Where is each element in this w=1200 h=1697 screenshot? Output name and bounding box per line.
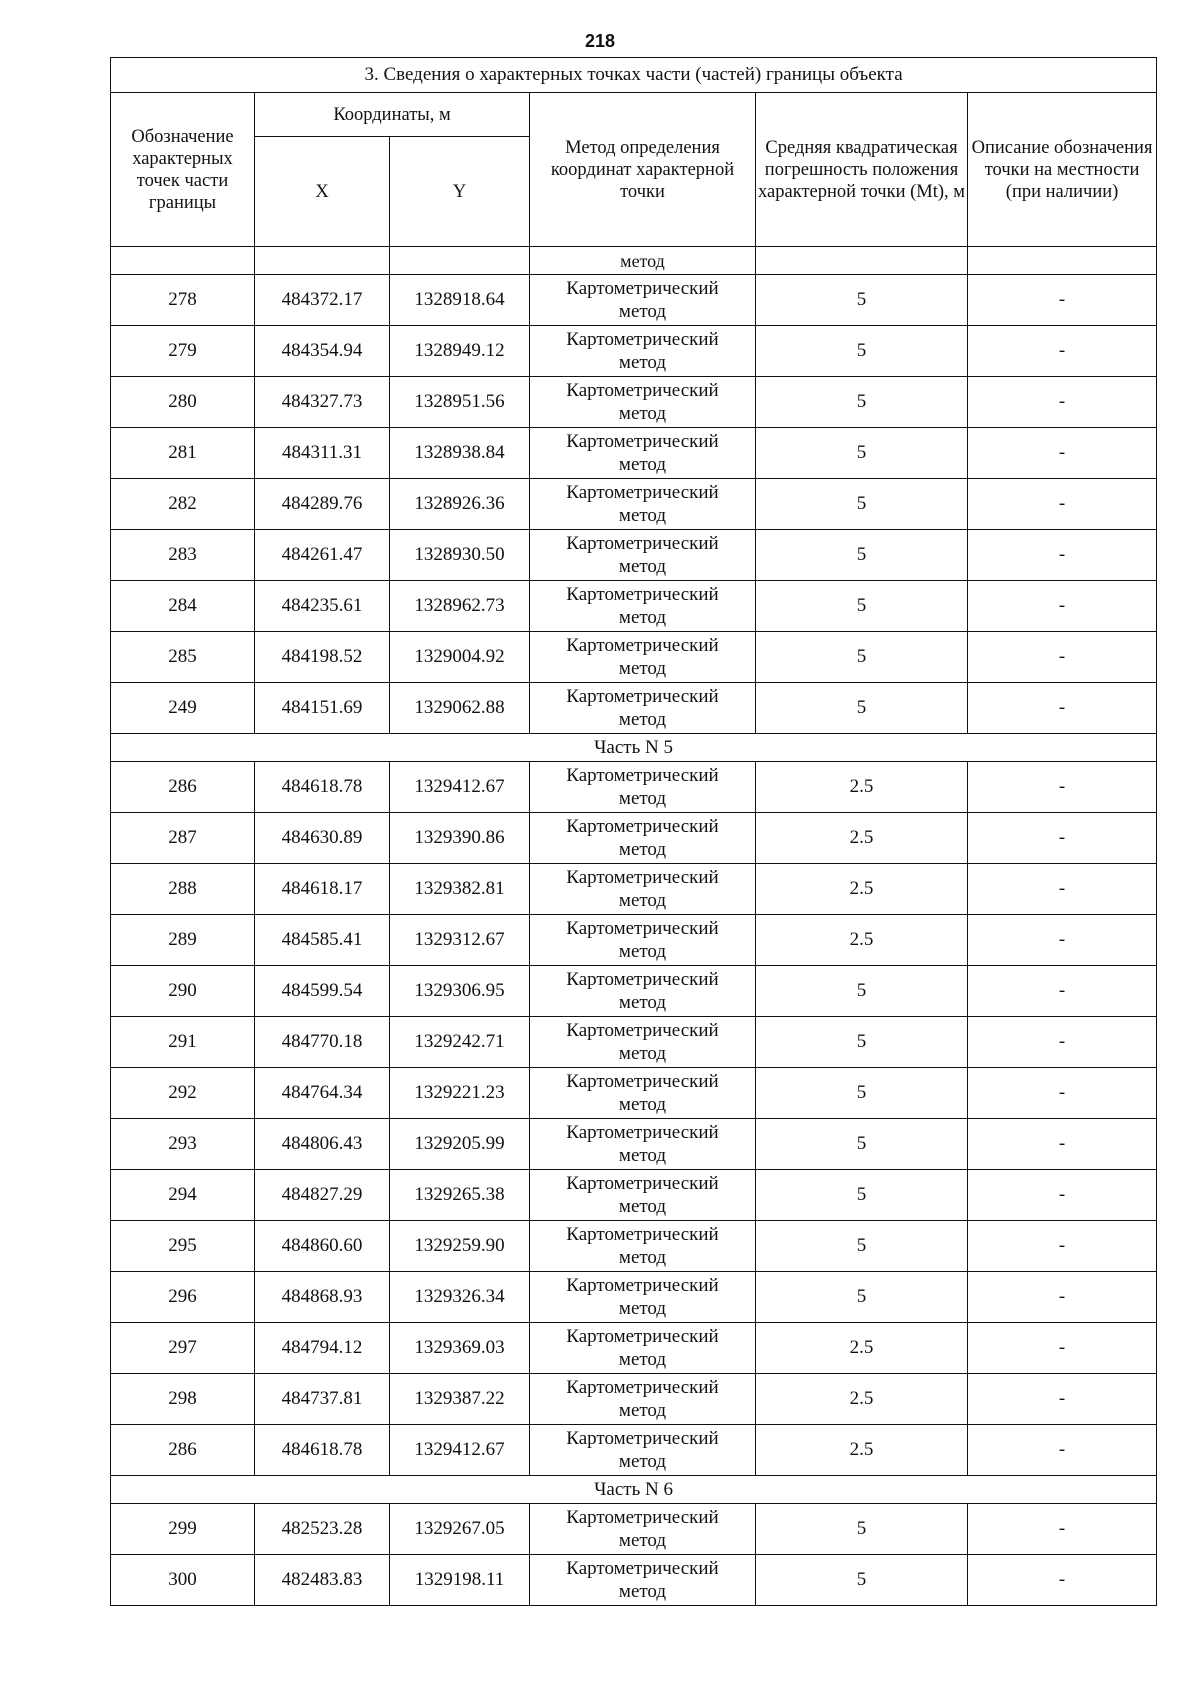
- method-line-2: метод: [618, 658, 667, 679]
- method-line-2: метод: [618, 788, 667, 809]
- point-id-cell: 287: [111, 813, 255, 864]
- x-coordinate-cell: 482523.28: [255, 1504, 390, 1555]
- method-cell: [530, 813, 756, 864]
- header-coordinates: Координаты, м: [255, 93, 530, 137]
- y-coordinate-cell: 1328951.56: [390, 377, 530, 428]
- method-cell: [530, 1221, 756, 1272]
- method-line-1: Картометрический: [566, 1428, 719, 1449]
- method-line-1: Картометрический: [566, 969, 719, 990]
- header-y: Y: [390, 137, 530, 247]
- x-coordinate-cell: 484770.18: [255, 1017, 390, 1068]
- y-coordinate-cell: 1329306.95: [390, 966, 530, 1017]
- mt-error-cell: 5: [756, 1068, 968, 1119]
- description-cell: -: [968, 1017, 1157, 1068]
- x-coordinate-cell: 484261.47: [255, 530, 390, 581]
- point-id-cell: 281: [111, 428, 255, 479]
- point-id-cell: 284: [111, 581, 255, 632]
- method-line-2: метод: [618, 301, 667, 322]
- mt-error-cell: 5: [756, 966, 968, 1017]
- mt-error-cell: 2.5: [756, 1323, 968, 1374]
- method-line-1: Картометрический: [566, 765, 719, 786]
- point-id-cell: 295: [111, 1221, 255, 1272]
- method-cell: [530, 864, 756, 915]
- y-coordinate-cell: 1328938.84: [390, 428, 530, 479]
- description-cell: -: [968, 864, 1157, 915]
- point-id-cell: 296: [111, 1272, 255, 1323]
- y-coordinate-cell: 1329390.86: [390, 813, 530, 864]
- point-id-cell: 286: [111, 762, 255, 813]
- point-id-cell: 290: [111, 966, 255, 1017]
- description-cell: -: [968, 377, 1157, 428]
- y-coordinate-cell: 1328949.12: [390, 326, 530, 377]
- method-cell: [530, 377, 756, 428]
- mt-error-cell: 2.5: [756, 1425, 968, 1476]
- x-coordinate-cell: 484585.41: [255, 915, 390, 966]
- method-line-2: метод: [618, 1581, 667, 1602]
- method-cell: [530, 530, 756, 581]
- table-row: [111, 1504, 1157, 1555]
- method-cell: [530, 1425, 756, 1476]
- part-label: Часть N 6: [111, 1476, 1157, 1504]
- description-cell: -: [968, 1323, 1157, 1374]
- y-coordinate-cell: 1329326.34: [390, 1272, 530, 1323]
- table-row: [111, 864, 1157, 915]
- method-line-1: Картометрический: [566, 1173, 719, 1194]
- method-line-1: Картометрический: [566, 1275, 719, 1296]
- table-row: [111, 1425, 1157, 1476]
- method-cell: [530, 683, 756, 734]
- method-line-1: Картометрический: [566, 1377, 719, 1398]
- x-coordinate-cell: 484806.43: [255, 1119, 390, 1170]
- description-cell: -: [968, 1374, 1157, 1425]
- method-cell: [530, 966, 756, 1017]
- table-row: [111, 1374, 1157, 1425]
- table-row: [111, 1068, 1157, 1119]
- method-line-1: Картометрический: [566, 1507, 719, 1528]
- method-line-2: метод: [618, 1247, 667, 1268]
- part-label: Часть N 5: [111, 734, 1157, 762]
- point-id-cell: 289: [111, 915, 255, 966]
- table-row: [111, 275, 1157, 326]
- table-row: [111, 326, 1157, 377]
- mt-error-cell: 5: [756, 1504, 968, 1555]
- continuation-row: [111, 247, 1157, 275]
- method-line-2: метод: [618, 1196, 667, 1217]
- table-row: [111, 1119, 1157, 1170]
- point-id-cell: 280: [111, 377, 255, 428]
- method-line-2: метод: [618, 352, 667, 373]
- x-coordinate-cell: 484794.12: [255, 1323, 390, 1374]
- page-number: 218: [584, 31, 616, 51]
- method-line-1: Картометрический: [566, 867, 719, 888]
- description-cell: -: [968, 1068, 1157, 1119]
- method-line-1: Картометрический: [566, 635, 719, 656]
- y-coordinate-cell: 1329387.22: [390, 1374, 530, 1425]
- point-id-cell: 300: [111, 1555, 255, 1606]
- description-cell: -: [968, 813, 1157, 864]
- y-coordinate-cell: 1329004.92: [390, 632, 530, 683]
- y-coordinate-cell: 1329369.03: [390, 1323, 530, 1374]
- description-cell: -: [968, 632, 1157, 683]
- table-row: [111, 479, 1157, 530]
- method-line-1: Картометрический: [566, 329, 719, 350]
- table-row: [111, 683, 1157, 734]
- description-cell: -: [968, 1170, 1157, 1221]
- method-cell: [530, 1555, 756, 1606]
- x-coordinate-cell: 484372.17: [255, 275, 390, 326]
- method-cell: [530, 915, 756, 966]
- table-row: [111, 377, 1157, 428]
- method-line-1: Картометрический: [566, 584, 719, 605]
- x-coordinate-cell: 484354.94: [255, 326, 390, 377]
- method-cell: [530, 1017, 756, 1068]
- x-coordinate-cell: 484599.54: [255, 966, 390, 1017]
- y-coordinate-cell: 1329221.23: [390, 1068, 530, 1119]
- boundary-points-table: [110, 57, 1157, 1606]
- mt-error-cell: 5: [756, 1221, 968, 1272]
- method-line-2: метод: [618, 992, 667, 1013]
- method-line-1: Картометрический: [566, 1122, 719, 1143]
- mt-error-cell: 2.5: [756, 813, 968, 864]
- method-line-2: метод: [618, 1530, 667, 1551]
- y-coordinate-cell: 1329242.71: [390, 1017, 530, 1068]
- table-row: [111, 428, 1157, 479]
- point-id-cell: 299: [111, 1504, 255, 1555]
- mt-error-cell: 5: [756, 479, 968, 530]
- y-coordinate-cell: 1328930.50: [390, 530, 530, 581]
- method-line-1: Картометрический: [566, 482, 719, 503]
- mt-error-cell: 5: [756, 530, 968, 581]
- header-x: X: [255, 137, 390, 247]
- description-cell: -: [968, 1504, 1157, 1555]
- point-id-cell: 283: [111, 530, 255, 581]
- y-coordinate-cell: 1328926.36: [390, 479, 530, 530]
- mt-error-cell: 5: [756, 1555, 968, 1606]
- method-cell: [530, 1068, 756, 1119]
- method-line-1: Картометрический: [566, 918, 719, 939]
- mt-error-cell: 5: [756, 1119, 968, 1170]
- method-line-1: Картометрический: [566, 1326, 719, 1347]
- x-coordinate-cell: 484311.31: [255, 428, 390, 479]
- method-cell: [530, 581, 756, 632]
- mt-error-cell: 5: [756, 326, 968, 377]
- method-cell: [530, 762, 756, 813]
- y-coordinate-cell: 1328918.64: [390, 275, 530, 326]
- header-description: Описание обозначения точки на местности (при наличии): [968, 93, 1157, 247]
- mt-error-cell: 2.5: [756, 762, 968, 813]
- y-coordinate-cell: 1328962.73: [390, 581, 530, 632]
- x-coordinate-cell: 484737.81: [255, 1374, 390, 1425]
- y-coordinate-cell: 1329312.67: [390, 915, 530, 966]
- description-cell: -: [968, 1425, 1157, 1476]
- point-id-cell: 294: [111, 1170, 255, 1221]
- table-row: [111, 1221, 1157, 1272]
- x-coordinate-cell: 484618.78: [255, 1425, 390, 1476]
- table-row: [111, 632, 1157, 683]
- point-id-cell: 291: [111, 1017, 255, 1068]
- point-id-cell: 249: [111, 683, 255, 734]
- y-coordinate-cell: 1329267.05: [390, 1504, 530, 1555]
- x-coordinate-cell: 484235.61: [255, 581, 390, 632]
- mt-error-cell: 5: [756, 1017, 968, 1068]
- description-cell: -: [968, 762, 1157, 813]
- description-cell: -: [968, 683, 1157, 734]
- method-cell: [530, 1119, 756, 1170]
- method-line-2: метод: [618, 607, 667, 628]
- method-cell: [530, 632, 756, 683]
- y-coordinate-cell: 1329265.38: [390, 1170, 530, 1221]
- method-line-2: метод: [618, 1145, 667, 1166]
- description-cell: -: [968, 915, 1157, 966]
- y-coordinate-cell: 1329382.81: [390, 864, 530, 915]
- continuation-method: метод: [530, 247, 756, 275]
- method-line-1: Картометрический: [566, 533, 719, 554]
- table-row: [111, 1170, 1157, 1221]
- mt-error-cell: 5: [756, 1272, 968, 1323]
- method-line-1: Картометрический: [566, 1558, 719, 1579]
- description-cell: -: [968, 530, 1157, 581]
- point-id-cell: 292: [111, 1068, 255, 1119]
- description-cell: -: [968, 581, 1157, 632]
- x-coordinate-cell: 484618.17: [255, 864, 390, 915]
- part-header-row: [111, 734, 1157, 762]
- table-body: [111, 247, 1157, 1606]
- x-coordinate-cell: 484868.93: [255, 1272, 390, 1323]
- method-line-2: метод: [618, 709, 667, 730]
- y-coordinate-cell: 1329205.99: [390, 1119, 530, 1170]
- header-point-designation: Обозначение характерных точек части границы: [111, 93, 255, 247]
- table-row: [111, 581, 1157, 632]
- method-line-1: Картометрический: [566, 1071, 719, 1092]
- method-line-1: Картометрический: [566, 686, 719, 707]
- x-coordinate-cell: 484198.52: [255, 632, 390, 683]
- point-id-cell: 285: [111, 632, 255, 683]
- description-cell: -: [968, 966, 1157, 1017]
- mt-error-cell: 5: [756, 632, 968, 683]
- x-coordinate-cell: 484827.29: [255, 1170, 390, 1221]
- method-line-2: метод: [618, 505, 667, 526]
- x-coordinate-cell: 482483.83: [255, 1555, 390, 1606]
- y-coordinate-cell: 1329412.67: [390, 1425, 530, 1476]
- method-line-2: метод: [618, 890, 667, 911]
- point-id-cell: 286: [111, 1425, 255, 1476]
- description-cell: -: [968, 1272, 1157, 1323]
- description-cell: -: [968, 479, 1157, 530]
- method-line-2: метод: [618, 1094, 667, 1115]
- method-line-2: метод: [618, 556, 667, 577]
- description-cell: -: [968, 428, 1157, 479]
- method-line-1: Картометрический: [566, 1224, 719, 1245]
- description-cell: -: [968, 275, 1157, 326]
- description-cell: -: [968, 326, 1157, 377]
- mt-error-cell: 2.5: [756, 1374, 968, 1425]
- method-cell: [530, 1504, 756, 1555]
- mt-error-cell: 5: [756, 683, 968, 734]
- description-cell: -: [968, 1221, 1157, 1272]
- method-line-2: метод: [618, 941, 667, 962]
- x-coordinate-cell: 484860.60: [255, 1221, 390, 1272]
- method-line-1: Картометрический: [566, 816, 719, 837]
- point-id-cell: 297: [111, 1323, 255, 1374]
- table-row: [111, 915, 1157, 966]
- description-cell: -: [968, 1555, 1157, 1606]
- method-line-2: метод: [618, 839, 667, 860]
- x-coordinate-cell: 484618.78: [255, 762, 390, 813]
- x-coordinate-cell: 484327.73: [255, 377, 390, 428]
- mt-error-cell: 2.5: [756, 864, 968, 915]
- point-id-cell: 298: [111, 1374, 255, 1425]
- method-cell: [530, 275, 756, 326]
- method-line-2: метод: [618, 1451, 667, 1472]
- x-coordinate-cell: 484764.34: [255, 1068, 390, 1119]
- method-cell: [530, 326, 756, 377]
- point-id-cell: 288: [111, 864, 255, 915]
- method-cell: [530, 1170, 756, 1221]
- method-cell: [530, 1272, 756, 1323]
- point-id-cell: 282: [111, 479, 255, 530]
- header-error: Средняя квадратическая погрешность положения характерной точки (Mt), м: [756, 93, 968, 247]
- description-cell: -: [968, 1119, 1157, 1170]
- mt-error-cell: 5: [756, 428, 968, 479]
- mt-error-cell: 5: [756, 1170, 968, 1221]
- table-row: [111, 966, 1157, 1017]
- y-coordinate-cell: 1329198.11: [390, 1555, 530, 1606]
- mt-error-cell: 2.5: [756, 915, 968, 966]
- x-coordinate-cell: 484289.76: [255, 479, 390, 530]
- method-line-1: Картометрический: [566, 1020, 719, 1041]
- part-header-row: [111, 1476, 1157, 1504]
- method-cell: [530, 428, 756, 479]
- mt-error-cell: 5: [756, 581, 968, 632]
- x-coordinate-cell: 484630.89: [255, 813, 390, 864]
- method-line-2: метод: [618, 454, 667, 475]
- point-id-cell: 293: [111, 1119, 255, 1170]
- mt-error-cell: 5: [756, 377, 968, 428]
- y-coordinate-cell: 1329412.67: [390, 762, 530, 813]
- y-coordinate-cell: 1329062.88: [390, 683, 530, 734]
- method-line-1: Картометрический: [566, 278, 719, 299]
- table-row: [111, 813, 1157, 864]
- table-row: [111, 530, 1157, 581]
- point-id-cell: 279: [111, 326, 255, 377]
- method-line-2: метод: [618, 1349, 667, 1370]
- method-line-1: Картометрический: [566, 380, 719, 401]
- table-row: [111, 1272, 1157, 1323]
- method-line-2: метод: [618, 1043, 667, 1064]
- method-cell: [530, 1323, 756, 1374]
- table-row: [111, 762, 1157, 813]
- table-row: [111, 1555, 1157, 1606]
- table-title: 3. Сведения о характерных точках части (частей) границы объекта: [111, 58, 1157, 93]
- method-line-2: метод: [618, 403, 667, 424]
- method-line-2: метод: [618, 1298, 667, 1319]
- header-method: Метод определения координат характерной точки: [530, 93, 756, 247]
- table-row: [111, 1323, 1157, 1374]
- x-coordinate-cell: 484151.69: [255, 683, 390, 734]
- method-line-1: Картометрический: [566, 431, 719, 452]
- method-line-2: метод: [618, 1400, 667, 1421]
- mt-error-cell: 5: [756, 275, 968, 326]
- y-coordinate-cell: 1329259.90: [390, 1221, 530, 1272]
- table-row: [111, 1017, 1157, 1068]
- point-id-cell: 278: [111, 275, 255, 326]
- method-cell: [530, 1374, 756, 1425]
- method-cell: [530, 479, 756, 530]
